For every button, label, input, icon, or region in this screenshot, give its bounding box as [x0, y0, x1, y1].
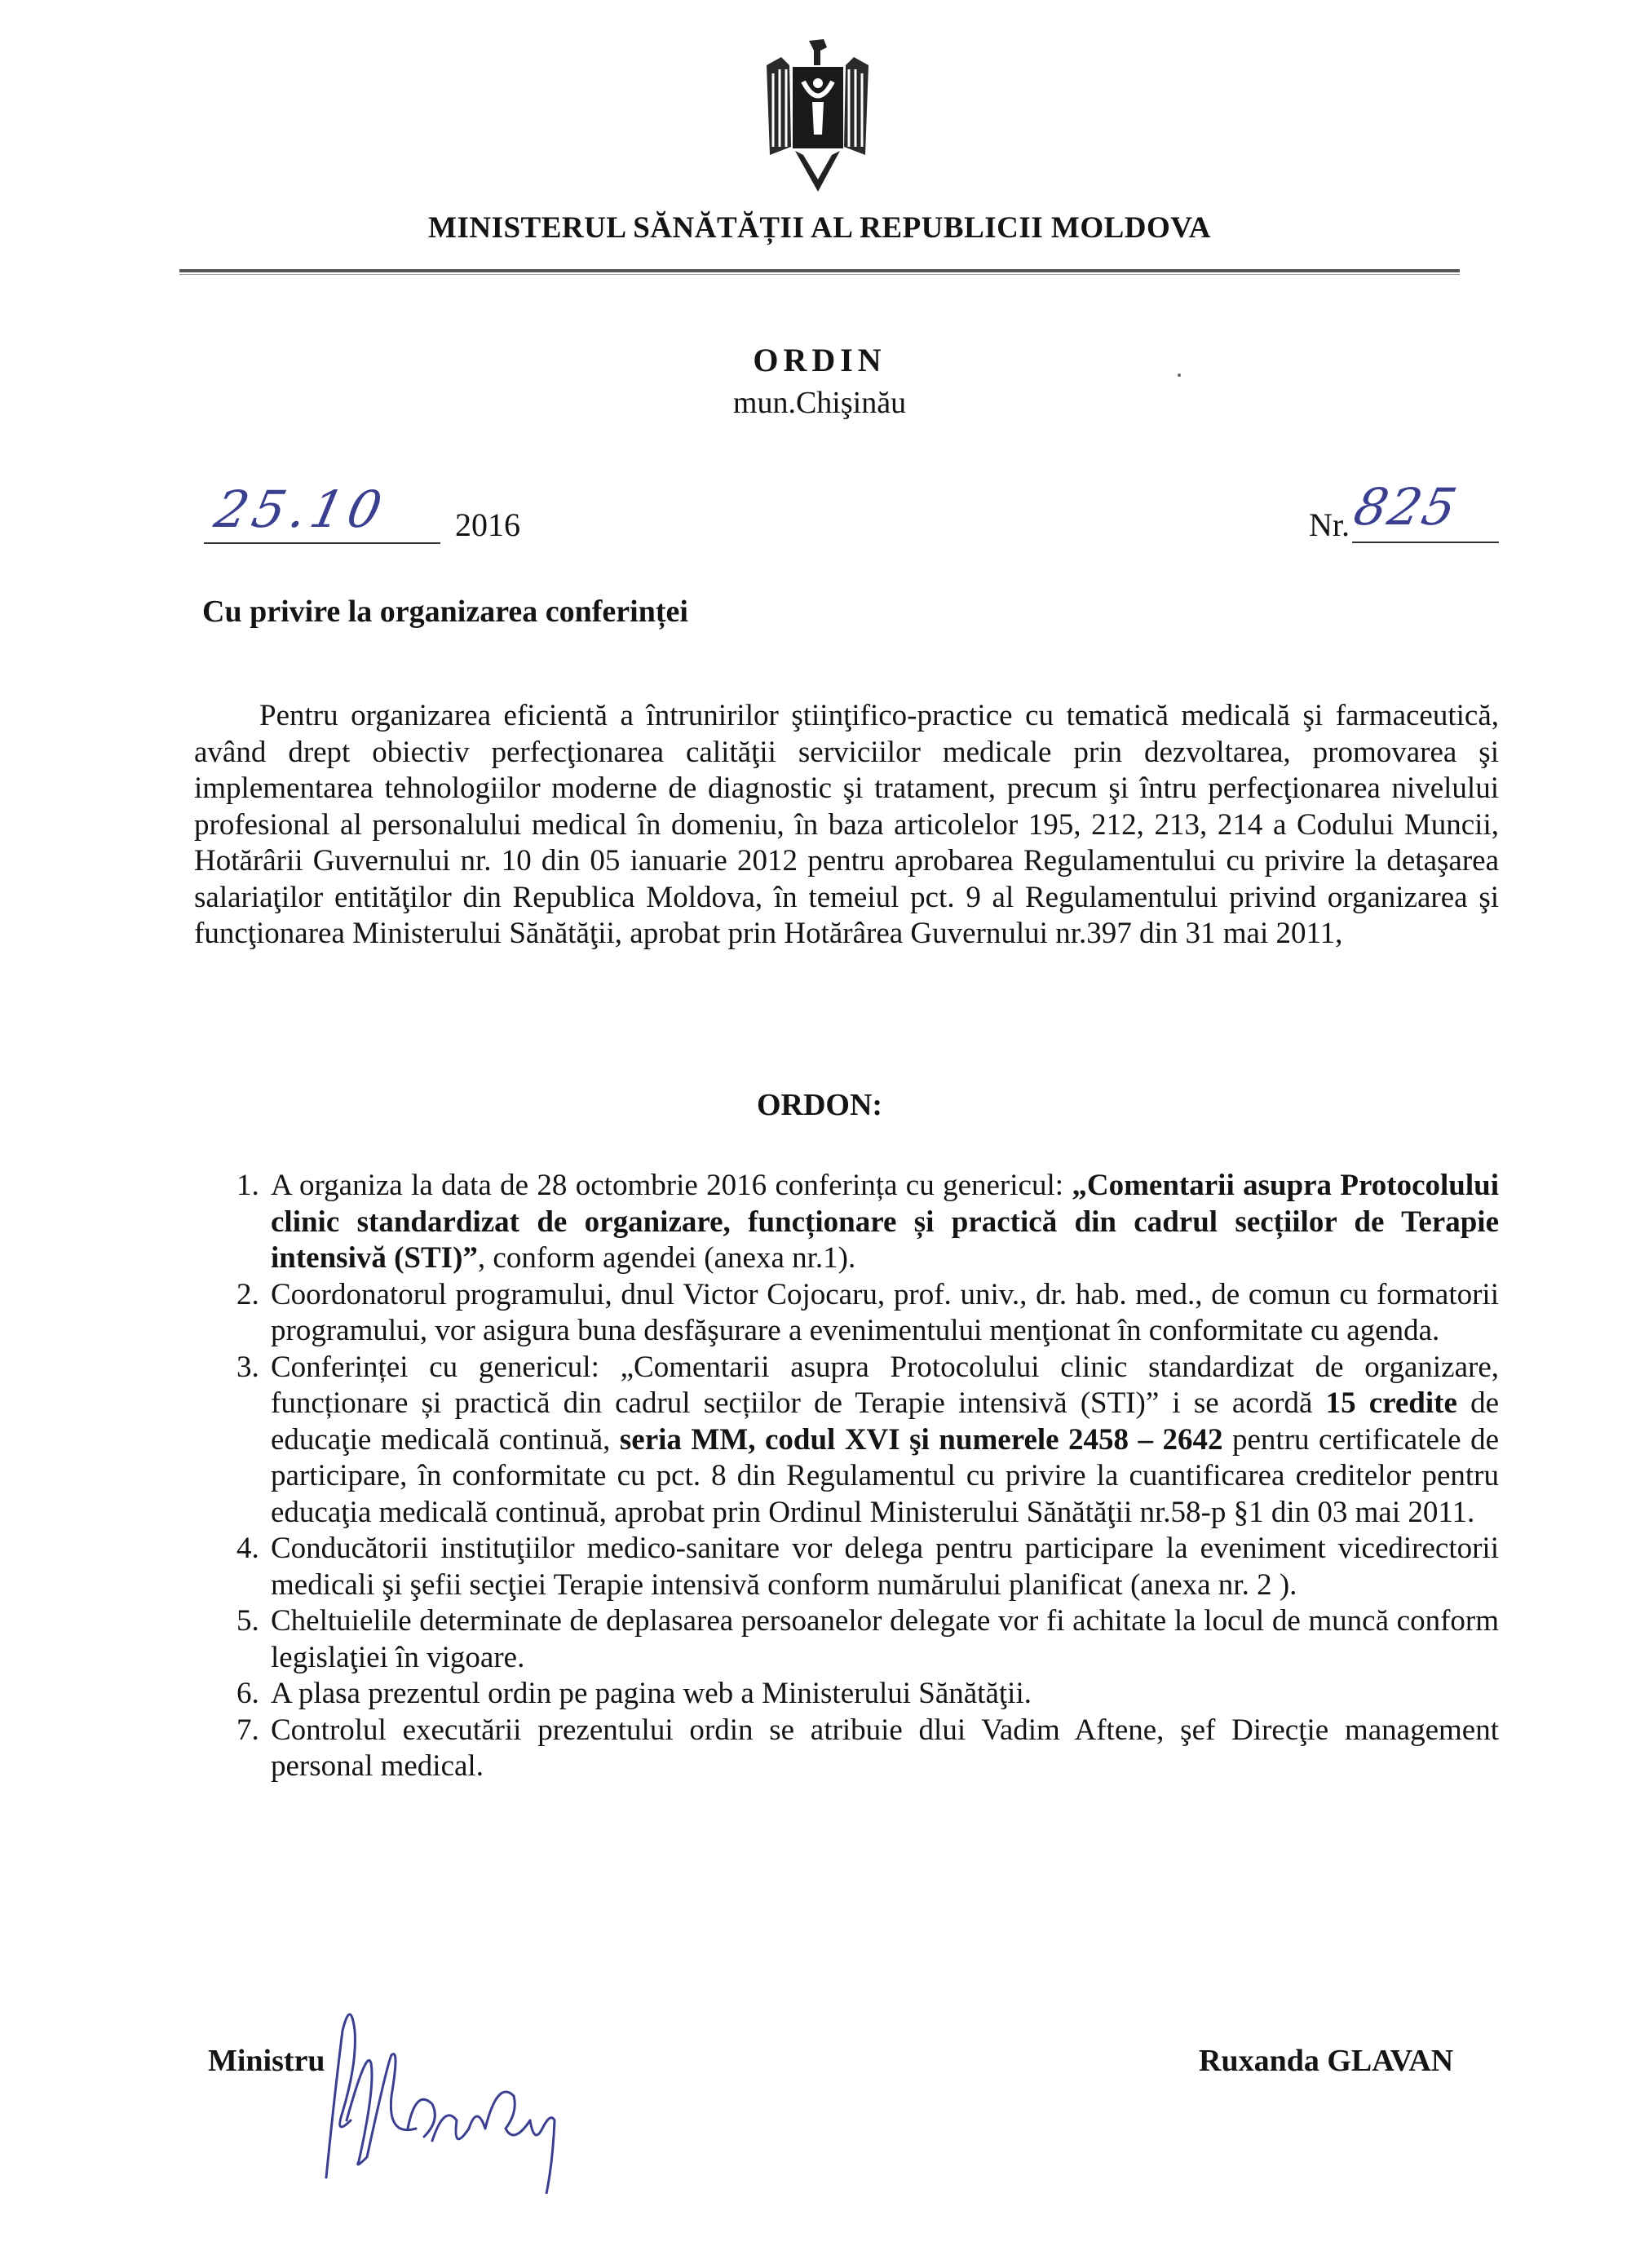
order-number: 5.	[236, 1604, 259, 1638]
order-text: pentru certificatele de participare, în conformitate cu pct. 8 din Regulamentul cu privire la cuantificarea creditelor pentru educaţia medicală continuă, aprobat prin Ordinul Ministerului Sănătăţii nr.58-p §1 din 03 mai 2011.	[271, 1422, 1499, 1529]
document-year: 2016	[455, 506, 520, 543]
order-number: 1.	[236, 1169, 259, 1202]
document-type: ORDIN	[753, 342, 886, 378]
coat-of-arms-icon	[758, 33, 877, 196]
order-number: 2.	[236, 1277, 259, 1311]
number-label: Nr.	[1309, 506, 1350, 543]
order-text-bold: 15 credite	[1325, 1386, 1457, 1420]
order-item	[236, 1168, 1499, 1277]
order-item	[236, 1603, 1499, 1676]
order-text: de educaţie medicală continuă,	[271, 1386, 1499, 1457]
handwritten-number: 825	[1349, 477, 1464, 537]
date-underline	[204, 542, 440, 544]
orders-list	[236, 1168, 1499, 1785]
order-text-bold: seria MM, codul XVI şi numerele 2458 – 2642	[619, 1422, 1223, 1457]
institution-name: MINISTERUL SĂNĂTĂȚII AL REPUBLICII MOLDOVA	[428, 211, 1211, 245]
number-underline	[1352, 542, 1499, 543]
header-divider	[179, 269, 1460, 275]
order-item	[236, 1277, 1499, 1350]
scan-artifact	[1178, 374, 1181, 377]
order-number: 6.	[236, 1677, 259, 1710]
order-item	[236, 1713, 1499, 1785]
order-item	[236, 1350, 1499, 1532]
signatory-name: Ruxanda GLAVAN	[1199, 2044, 1454, 2078]
order-number: 4.	[236, 1532, 259, 1565]
handwritten-signature-icon	[310, 1998, 603, 2194]
order-number: 3.	[236, 1350, 259, 1384]
signatory-role: Ministru	[208, 2044, 325, 2078]
order-item	[236, 1531, 1499, 1603]
order-text: , conform agendei (anexa nr.1).	[477, 1241, 856, 1275]
document-subject: Cu privire la organizarea conferinței	[202, 595, 688, 629]
order-text: Conducătorii instituţiilor medico-sanitare vor delega pentru participare la eveniment vicedirectorii medicali şi şefii secţiei Terapie intensivă conform numărului planificat (anexa nr. 2 ).	[271, 1532, 1499, 1602]
order-text-bold: „Comentarii asupra Protocolului clinic standardizat de organizare, funcționare și practică din cadrul secțiilor de Terapie intensivă (STI)”	[271, 1169, 1500, 1275]
order-item	[236, 1676, 1499, 1713]
ordon-heading: ORDON:	[756, 1088, 883, 1122]
order-text: Controlul executării prezentului ordin se atribuie dlui Vadim Aftene, şef Direcţie management personal medical.	[271, 1713, 1499, 1783]
order-text: Cheltuielile determinate de deplasarea persoanelor delegate vor fi achitate la locul de muncă conform legislaţiei în vigoare.	[271, 1604, 1499, 1674]
order-text: A plasa prezentul ordin pe pagina web a Ministerului Sănătăţii.	[271, 1677, 1032, 1710]
order-number: 7.	[236, 1713, 259, 1747]
order-text: Coordonatorul programului, dnul Victor Cojocaru, prof. univ., dr. hab. med., de comun cu formatorii programului, vor asigura buna desfăşurare a evenimentului menţionat în conformitate cu agenda.	[271, 1277, 1499, 1347]
preamble-paragraph: Pentru organizarea eficientă a întrunirilor ştiinţifico-practice cu tematică medicală şi farmaceutică, având drept obiectiv perfecţionarea calităţii serviciilor medicale prin dezvoltarea, promovarea şi implementarea tehnologiilor moderne de diagnostic şi tratament, precum şi întru perfecţionarea nivelului profesional al personalului medical în domeniu, în baza articolelor 195, 212, 213, 214 a Codului Muncii, Hotărârii Guvernului nr. 10 din 05 ianuarie 2012 pentru aprobarea Regulamentului cu privire la detaşarea salariaţilor entităţilor din Republica Moldova, în temeiul pct. 9 al Regulamentului privind organizarea şi funcţionarea Ministerului Sănătăţii, aprobat prin Hotărârea Guvernului nr.397 din 31 mai 2011,	[194, 699, 1499, 950]
handwritten-date: 25.10	[210, 480, 392, 539]
order-text: Conferinței cu genericul: „Comentarii asupra Protocolului clinic standardizat de organizare, funcționare și practică din cadrul secțiilor de Terapie intensivă (STI)” i se acordă	[271, 1350, 1499, 1420]
document-place: mun.Chişinău	[732, 386, 907, 420]
order-text: A organiza la data de 28 octombrie 2016 conferința cu genericul:	[271, 1169, 1072, 1202]
